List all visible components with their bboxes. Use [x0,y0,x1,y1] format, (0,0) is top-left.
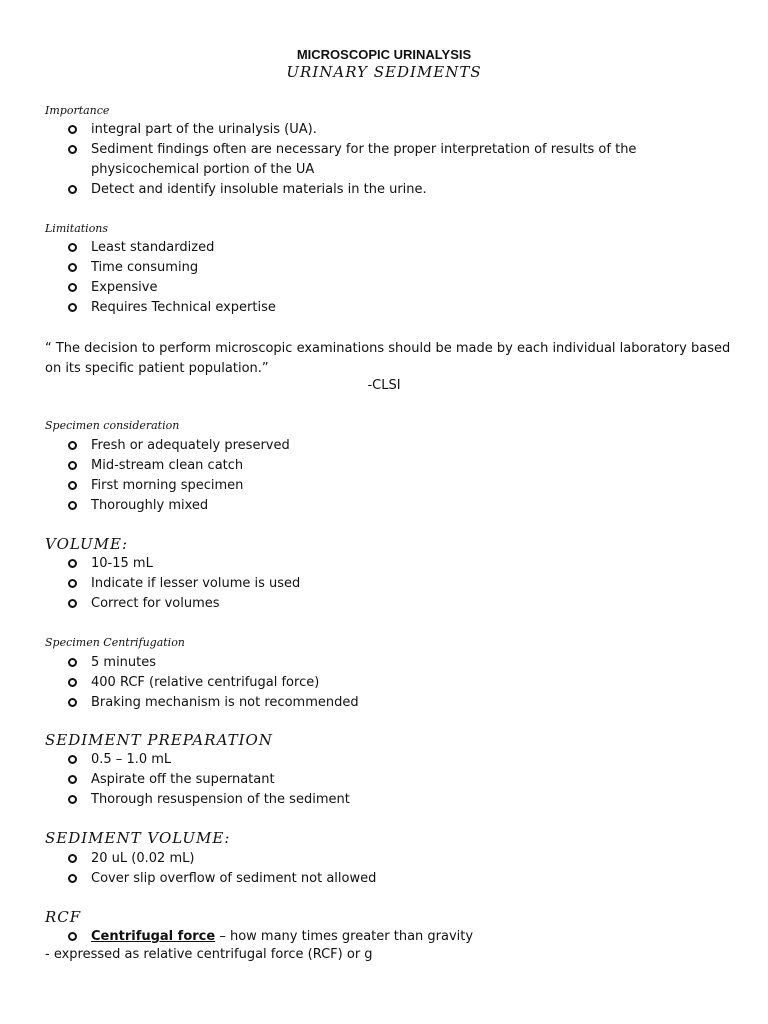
heading-volume: VOLUME: [45,535,129,553]
list-item: 0.5 – 1.0 mL [0,750,768,770]
bullet-icon [68,559,77,568]
heading-rcf: RCF [45,908,82,926]
list-item: Indicate if lesser volume is used [0,574,768,594]
bullet-icon [68,461,77,470]
bullet-icon [68,283,77,292]
bullet-icon [68,481,77,490]
heading-specimen-centrifugation: Specimen Centrifugation [45,636,185,649]
bullet-icon [68,579,77,588]
bullet-icon [68,678,77,687]
heading-sediment-preparation: SEDIMENT PREPARATION [45,731,273,749]
bullet-icon [68,441,77,450]
bullet-icon [68,755,77,764]
heading-sediment-volume: SEDIMENT VOLUME: [45,829,231,847]
list-rcf [0,927,768,947]
bullet-icon [68,243,77,252]
heading-importance: Importance [45,104,110,117]
list-item: Thorough resuspension of the sediment [0,790,768,810]
bullet-icon [68,658,77,667]
list-item: First morning specimen [0,476,768,496]
list-item: Cover slip overflow of sediment not allowed [0,869,768,889]
bullet-icon [68,125,77,134]
bullet-icon [68,599,77,608]
list-item: Time consuming [0,258,768,278]
list-item: Correct for volumes [0,594,768,614]
bullet-icon [68,303,77,312]
list-item: 20 uL (0.02 mL) [0,849,768,869]
list-item: Detect and identify insoluble materials in the urine. [0,180,768,200]
list-specimen-consideration [0,436,768,516]
quote-attribution: -CLSI [367,378,401,393]
list-item: 10-15 mL [0,554,768,574]
list-item: Aspirate off the supernatant [0,770,768,790]
bullet-icon [68,854,77,863]
list-item: Expensive [0,278,768,298]
list-sediment-volume [0,849,768,889]
list-importance [0,120,768,200]
list-item: 400 RCF (relative centrifugal force) [0,673,768,693]
bullet-icon [68,874,77,883]
bullet-icon [68,795,77,804]
list-item: Centrifugal force – how many times greater than gravity [0,927,768,947]
list-volume [0,554,768,614]
bullet-icon [68,932,77,941]
bullet-icon [68,263,77,272]
list-sediment-preparation [0,750,768,810]
term-centrifugal-force: Centrifugal force [91,929,216,944]
list-item: integral part of the urinalysis (UA). [0,120,768,140]
list-item: Fresh or adequately preserved [0,436,768,456]
bullet-icon [68,698,77,707]
list-specimen-centrifugation [0,653,768,713]
bullet-icon [68,501,77,510]
rcf-note: - expressed as relative centrifugal force (RCF) or g [45,947,373,962]
list-item: Mid-stream clean catch [0,456,768,476]
bullet-icon [68,145,77,154]
document-title: MICROSCOPIC URINALYSIS [296,47,472,62]
list-item: Sediment findings often are necessary for the proper interpretation of results of the physicochemical portion of the UA [0,140,768,180]
heading-limitations: Limitations [45,222,109,235]
list-item: Braking mechanism is not recommended [0,693,768,713]
list-limitations [0,238,768,318]
quote-text: “ The decision to perform microscopic examinations should be made by each individual laboratory based on its specific patient population.” [45,341,731,376]
bullet-icon [68,185,77,194]
document-subtitle: URINARY SEDIMENTS [286,63,482,81]
heading-specimen-consideration: Specimen consideration [45,419,180,432]
list-item: Thoroughly mixed [0,496,768,516]
list-item: Requires Technical expertise [0,298,768,318]
list-item: Least standardized [0,238,768,258]
list-item: 5 minutes [0,653,768,673]
bullet-icon [68,775,77,784]
